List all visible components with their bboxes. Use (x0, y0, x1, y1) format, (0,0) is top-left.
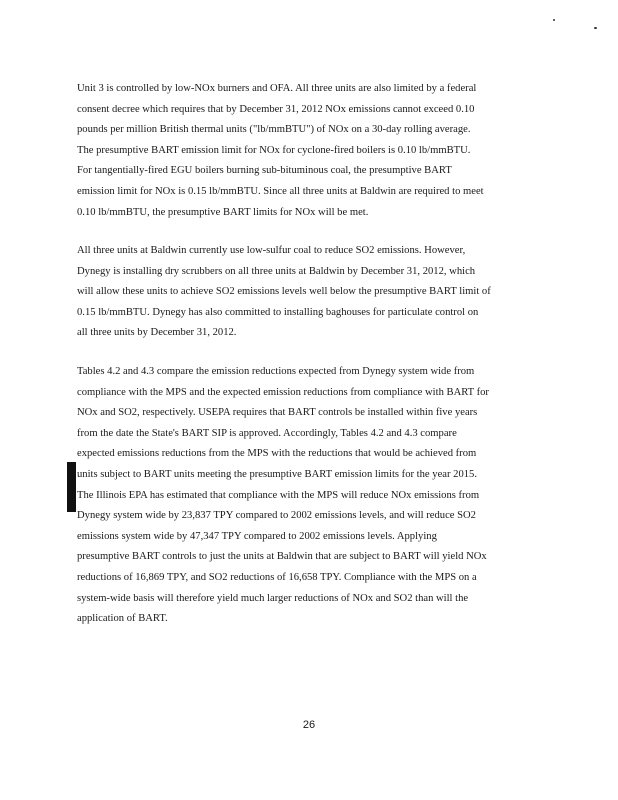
paragraph-emission-comparison (77, 362, 537, 630)
text-line: compliance with the MPS and the expected emission reductions from compliance with BART for (77, 386, 489, 398)
text-line: presumptive BART controls to just the units at Baldwin that are subject to BART will yield NOx (77, 551, 487, 563)
text-line: reductions of 16,869 TPY, and SO2 reductions of 16,658 TPY. Compliance with the MPS on a (77, 571, 477, 583)
text-line: Dynegy system wide by 23,837 TPY compared to 2002 emissions levels, and will reduce SO2 (77, 510, 476, 522)
text-line: Unit 3 is controlled by low-NOx burners and OFA. All three units are also limited by a federal (77, 83, 477, 94)
text-line: expected emissions reductions from the MPS with the reductions that would be achieved from (77, 448, 477, 460)
text-line: consent decree which requires that by December 31, 2012 NOx emissions cannot exceed 0.10 (77, 103, 475, 115)
paragraph-so2-controls (77, 241, 537, 344)
text-line: from the date the State's BART SIP is approved. Accordingly, Tables 4.2 and 4.3 compare (77, 427, 457, 439)
text-line: 0.15 lb/mmBTU. Dynegy has also committed to installing baghouses for particulate control on (77, 306, 479, 318)
text-line: NOx and SO2, respectively. USEPA requires that BART controls be installed within five years (77, 407, 478, 419)
text-line: application of BART. (77, 613, 168, 625)
text-line: Tables 4.2 and 4.3 compare the emission reductions expected from Dynegy system wide from (77, 366, 475, 377)
text-line: Dynegy is installing dry scrubbers on all three units at Baldwin by December 31, 2012, which (77, 265, 476, 277)
text-line: For tangentially-fired EGU boilers burning sub-bituminous coal, the presumptive BART (77, 165, 452, 177)
scan-speck (594, 27, 597, 29)
paragraph-nox-controls (77, 79, 537, 223)
text-line: 0.10 lb/mmBTU, the presumptive BART limits for NOx will be met. (77, 206, 369, 218)
text-line: pounds per million British thermal units ("lb/mmBTU") of NOx on a 30-day rolling average. (77, 124, 471, 136)
text-line: will allow these units to achieve SO2 emissions levels well below the presumptive BART limit of (77, 286, 491, 298)
scan-speck (553, 19, 555, 21)
text-line: emission limit for NOx is 0.15 lb/mmBTU. Since all three units at Baldwin are required to meet (77, 185, 484, 197)
text-line: system-wide basis will therefore yield much larger reductions of NOx and SO2 than will the (77, 592, 469, 604)
text-line: The presumptive BART emission limit for NOx for cyclone-fired boilers is 0.10 lb/mmBTU. (77, 144, 471, 156)
text-line: all three units by December 31, 2012. (77, 327, 237, 339)
text-line: units subject to BART units meeting the presumptive BART emission limits for the year 2015. (77, 468, 477, 480)
page-number: 26 (302, 719, 316, 731)
text-line: All three units at Baldwin currently use low-sulfur coal to reduce SO2 emissions. However, (77, 245, 466, 256)
text-line: The Illinois EPA has estimated that compliance with the MPS will reduce NOx emissions from (77, 489, 480, 501)
scan-redaction-bar (67, 462, 76, 512)
text-line: emissions system wide by 47,347 TPY compared to 2002 emissions levels. Applying (77, 530, 437, 542)
